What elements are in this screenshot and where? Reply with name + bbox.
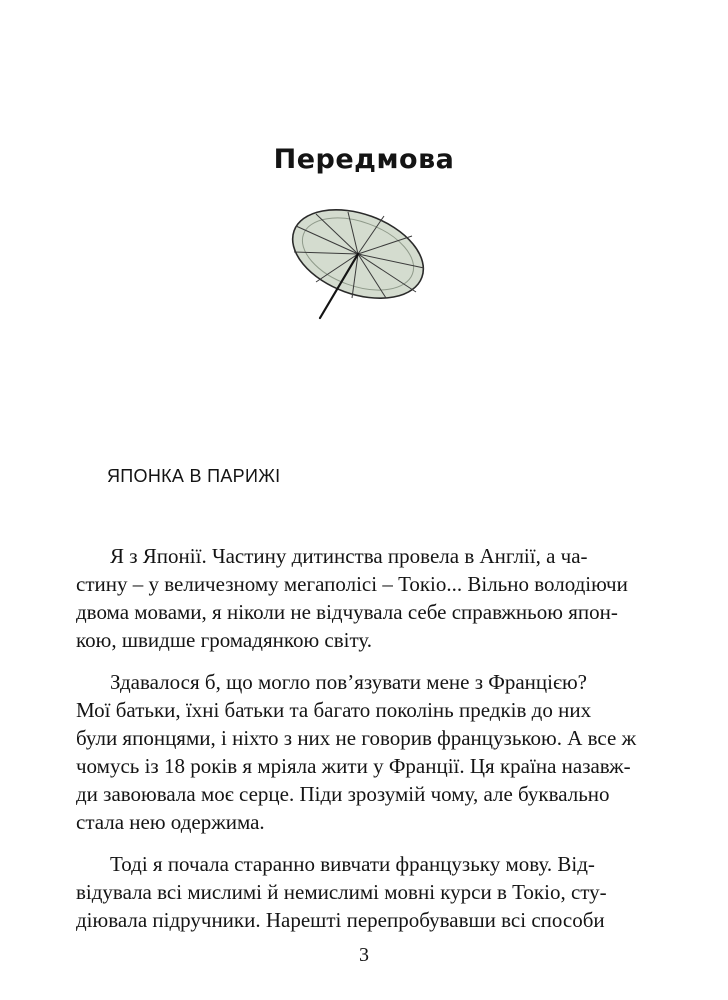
paper-umbrella-icon	[286, 206, 456, 330]
page-title: Передмова	[273, 144, 455, 176]
section-heading: ЯПОНКА В ПАРИЖІ	[107, 466, 281, 486]
body-text	[76, 542, 670, 948]
paragraph: Я з Японії. Частину дитинства провела в Англії, а ча- стину – у величезному мегаполісі – Токіо... Вільно володіючи двома мовами, я ніколи не відчувала себе справжньою япон- кою, швидше громадянкою світу.	[76, 544, 628, 652]
page-number: 3	[359, 944, 369, 966]
paragraph: Здавалося б, що могло пов’язувати мене з Францією? Мої батьки, їхні батьки та багато поколінь предків до них були японцями, і ніхто з них не говорив французькою. А все ж чомусь із 18 років я мріяла жити у Франції. Ця країна назавж- ди завоювала моє серце. Піди зрозумій чому, але буквально стала нею одержима.	[76, 670, 637, 834]
umbrella-canopy	[286, 206, 436, 315]
paragraph: Тоді я почала старанно вивчати французьку мову. Від- відувала всі мислимі й немислимі мовні курси в Токіо, сту- діювала підручники. Нарешті перепробувавши всі способи	[76, 852, 607, 932]
